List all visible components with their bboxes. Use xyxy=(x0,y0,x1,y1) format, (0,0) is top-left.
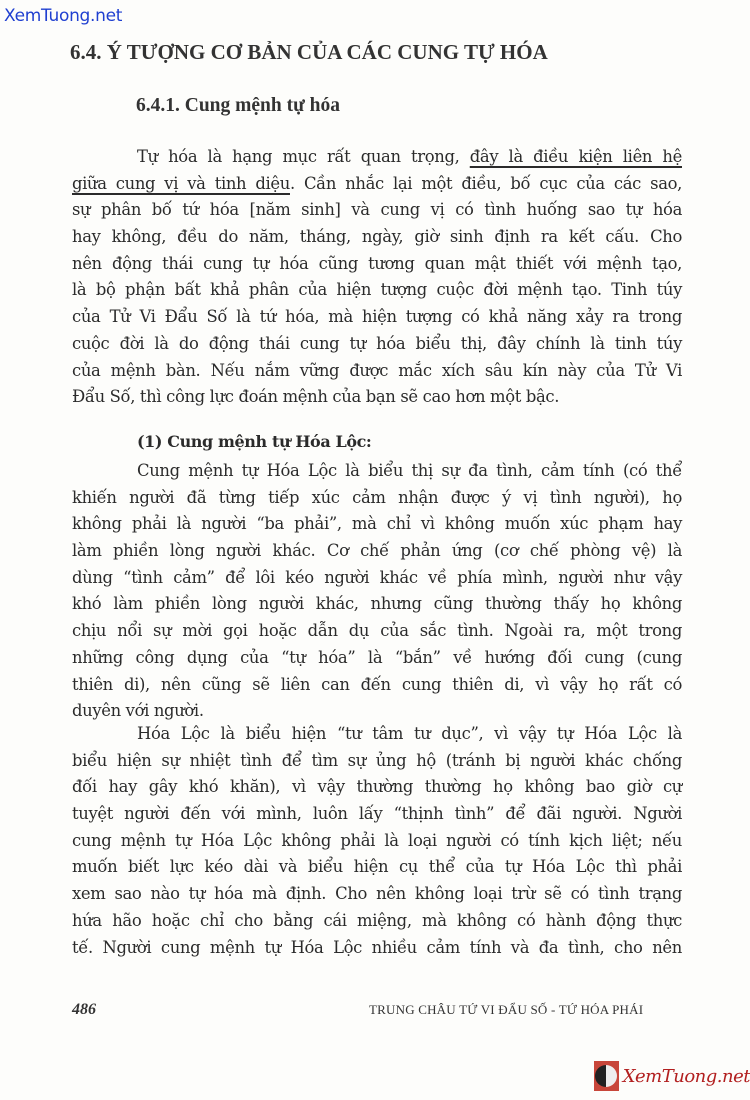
text-line: không phải là người “ba phải”, mà chỉ vì không muốn xúc phạm hay xyxy=(72,514,682,534)
paragraph-hoa-loc-1 xyxy=(72,458,682,725)
underlined-text: giữa cung vị và tinh diệu xyxy=(72,173,290,193)
text-line xyxy=(72,144,682,171)
text-line: cung mệnh tự Hóa Lộc không phải là loại người có tính kịch liệt; nếu xyxy=(72,830,682,850)
text-line: đối hay gây khó khăn), vì vậy thường thường họ không bao giờ cự xyxy=(72,777,682,797)
running-title: TRUNG CHÂU TỨ VI ĐẨU SỐ - TỨ HÓA PHÁI xyxy=(369,1002,644,1017)
text-line: khó làm phiền lòng người khác, nhưng cũng thường thấy họ không xyxy=(72,594,682,614)
heading-hoa-loc: (1) Cung mệnh tự Hóa Lộc: xyxy=(137,432,372,451)
text-span: Tự hóa là hạng mục rất quan trọng, xyxy=(137,147,470,166)
text-span: . Cần nhắc lại một điều, bố cục của các sao, xyxy=(289,173,682,193)
text-line: sự phân bố tứ hóa [năm sinh] và cung vị có tình huống sao tự hóa xyxy=(72,200,682,220)
yin-yang-icon xyxy=(594,1061,619,1091)
paragraph-hoa-loc-2 xyxy=(72,721,682,961)
text-line: những công dụng của “tự hóa” là “bắn” về hướng đối cung (cung xyxy=(72,647,682,667)
text-line: hay không, đều do năm, tháng, ngày, giờ sinh định ra kết cấu. Cho xyxy=(72,227,682,247)
text-line: là bộ phận bất khả phân của hiện tượng cuộc đời mệnh tạo. Tinh túy xyxy=(72,280,682,300)
text-line: biểu hiện sự nhiệt tình để tìm sự ủng hộ (tránh bị người khác chống xyxy=(72,750,682,770)
site-logo[interactable] xyxy=(594,1058,750,1094)
text-line: khiến người đã từng tiếp xúc cảm nhận được ý vị tình người), họ xyxy=(72,487,682,507)
text-line: muốn biết lực kéo dài và biểu hiện cụ thể của tự Hóa Lộc thì phải xyxy=(72,857,682,877)
logo-text: XemTuong.net xyxy=(622,1065,750,1087)
paragraph-intro xyxy=(72,144,682,411)
text-line: thiên di), nên cũng sẽ liên can đến cung thiên di, vì vậy họ rất có xyxy=(72,674,682,694)
text-line: Hóa Lộc là biểu hiện “tư tâm tư dục”, vì vậy tự Hóa Lộc là xyxy=(137,724,682,743)
subsection-title: 6.4.1. Cung mệnh tự hóa xyxy=(136,95,341,116)
text-line: tế. Người cung mệnh tự Hóa Lộc nhiều cảm tính và đa tình, cho nên xyxy=(72,937,682,957)
watermark-link[interactable]: XemTuong.net xyxy=(4,6,123,26)
text-line: cuộc đời là do động thái cung tự hóa biểu thị, đây chính là tinh túy xyxy=(72,333,682,353)
text-line: của mệnh bàn. Nếu nắm vững được mắc xích sâu kín này của Tử Vi xyxy=(72,360,682,380)
text-line: Đẩu Số, thì công lực đoán mệnh của bạn sẽ cao hơn một bậc. xyxy=(72,387,560,407)
underlined-text: đây là điều kiện liên hệ xyxy=(469,147,682,166)
text-line: xem sao nào tự hóa mà định. Cho nên không loại trừ sẽ có tình trạng xyxy=(72,884,682,904)
text-line: của Tử Vi Đẩu Số là tứ hóa, mà hiện tượng có khả năng xảy ra trong xyxy=(72,307,682,327)
text-line: hứa hão hoặc chỉ cho bằng cái miệng, mà không có hành động thực xyxy=(72,910,682,930)
text-line: Cung mệnh tự Hóa Lộc là biểu thị sự đa tình, cảm tính (có thể xyxy=(137,461,682,480)
text-line: làm phiền lòng người khác. Cơ chế phản ứng (cơ chế phòng vệ) là xyxy=(72,541,682,561)
text-line xyxy=(72,171,682,198)
text-line: nên động thái cung tự hóa cũng tương quan mật thiết với mệnh tạo, xyxy=(72,253,682,273)
page-number: 486 xyxy=(72,1001,96,1018)
text-line: chịu nổi sự mời gọi hoặc dẫn dụ của sắc tình. Ngoài ra, một trong xyxy=(72,621,682,641)
text-line: dùng “tình cảm” để lôi kéo người khác về phía mình, người như vậy xyxy=(72,567,682,587)
text-line: tuyệt người đến với mình, luôn lấy “thịnh tình” để đãi người. Người xyxy=(72,804,682,824)
text-line: duyên với người. xyxy=(72,701,204,721)
section-title: 6.4. Ý TƯỢNG CƠ BẢN CỦA CÁC CUNG TỰ HÓA xyxy=(70,40,548,64)
